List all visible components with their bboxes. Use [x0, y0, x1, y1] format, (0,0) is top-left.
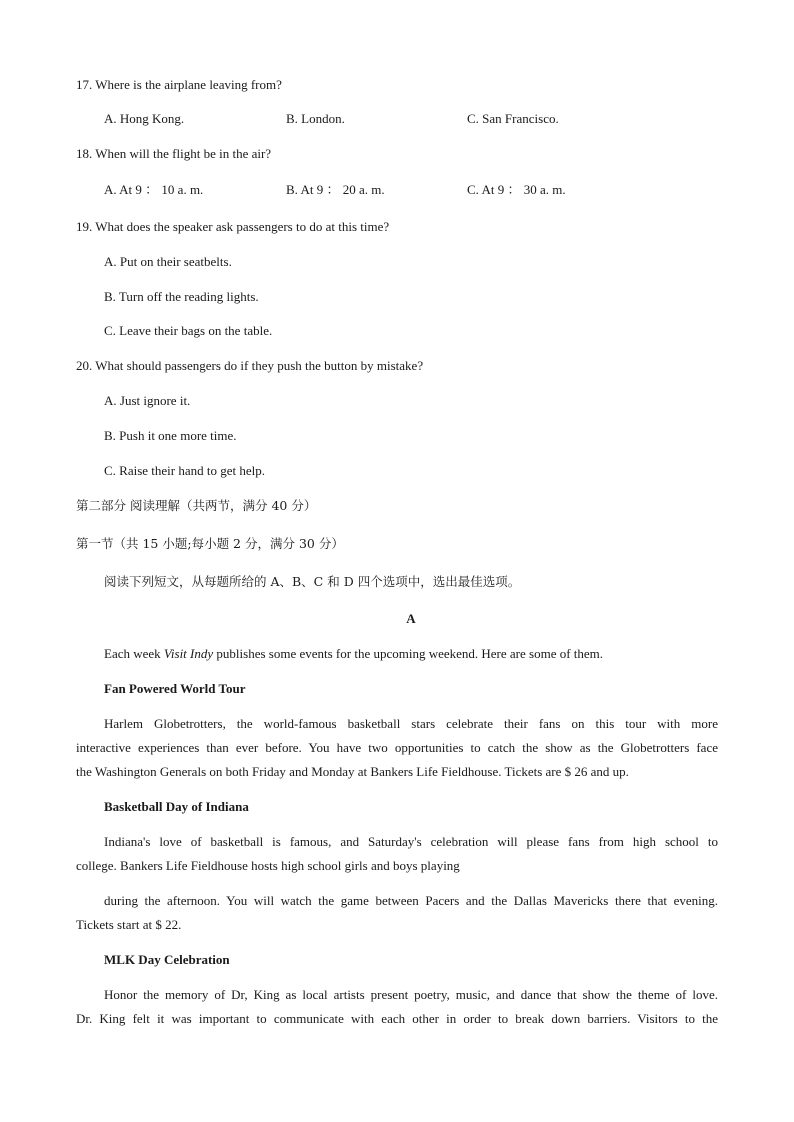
- option-b: B. Turn off the reading lights.: [104, 289, 259, 304]
- option-a: A. At 9 ： 10 a. m.: [104, 182, 204, 197]
- event-paragraph-line: during the afternoon. You will watch the game between Pacers and the Dallas Mavericks there that evening.: [104, 893, 718, 908]
- event-paragraph-line: Indiana's love of basketball is famous, and Saturday's celebration will please fans from high school to: [104, 834, 718, 849]
- part-two-heading: 第二部分 阅读理解（共两节，满分 40 分）: [76, 498, 317, 513]
- option-a: A. Put on their seatbelts.: [104, 254, 232, 269]
- event-paragraph-line: Honor the memory of Dr, King as local artists present poetry, music, and dance that show the theme of love.: [104, 987, 718, 1002]
- event-title: Fan Powered World Tour: [104, 681, 246, 696]
- event-paragraph-line: Harlem Globetrotters, the world-famous basketball stars celebrate their fans on this tour with more: [104, 716, 718, 731]
- option-c: C. At 9 ： 30 a. m.: [467, 182, 566, 197]
- passage-intro: [104, 646, 603, 662]
- intro-text: publishes some events for the upcoming weekend. Here are some of them.: [213, 646, 604, 661]
- option-c: C. San Francisco.: [467, 111, 559, 126]
- question-18: 18. When will the flight be in the air?: [76, 146, 272, 161]
- option-b: B. London.: [286, 111, 345, 126]
- option-c: C. Leave their bags on the table.: [104, 323, 273, 338]
- intro-text: Each week: [104, 646, 164, 661]
- question-19: 19. What does the speaker ask passengers to do at this time?: [76, 219, 390, 234]
- option-b: B. At 9 ： 20 a. m.: [286, 182, 385, 197]
- option-c: C. Raise their hand to get help.: [104, 463, 266, 478]
- instruction-text: 阅读下列短文，从每题所给的 A、B、C 和 D 四个选项中，选出最佳选项。: [104, 574, 521, 589]
- event-paragraph-line: Tickets start at $ 22.: [76, 917, 182, 932]
- event-title: MLK Day Celebration: [104, 952, 230, 967]
- section-one-heading: 第一节（共 15 小题;每小题 2 分，满分 30 分）: [76, 536, 344, 551]
- option-a: A. Just ignore it.: [104, 393, 191, 408]
- option-b: B. Push it one more time.: [104, 428, 237, 443]
- passage-letter: A: [406, 611, 416, 626]
- event-paragraph-line: Dr. King felt it was important to communicate with each other in order to break down barriers. Visitors to the: [76, 1011, 718, 1026]
- event-title: Basketball Day of Indiana: [104, 799, 249, 814]
- intro-publication-name: Visit Indy: [163, 646, 214, 661]
- event-paragraph-line: interactive experiences than ever before. You have two opportunities to catch the show as the Globetrotters face: [76, 740, 718, 755]
- question-17: 17. Where is the airplane leaving from?: [76, 77, 282, 92]
- event-paragraph-line: college. Bankers Life Fieldhouse hosts high school girls and boys playing: [76, 858, 460, 873]
- option-a: A. Hong Kong.: [104, 111, 185, 126]
- question-20: 20. What should passengers do if they push the button by mistake?: [76, 358, 424, 373]
- event-paragraph-line: the Washington Generals on both Friday and Monday at Bankers Life Fieldhouse. Tickets are $ 26 and up.: [76, 764, 629, 779]
